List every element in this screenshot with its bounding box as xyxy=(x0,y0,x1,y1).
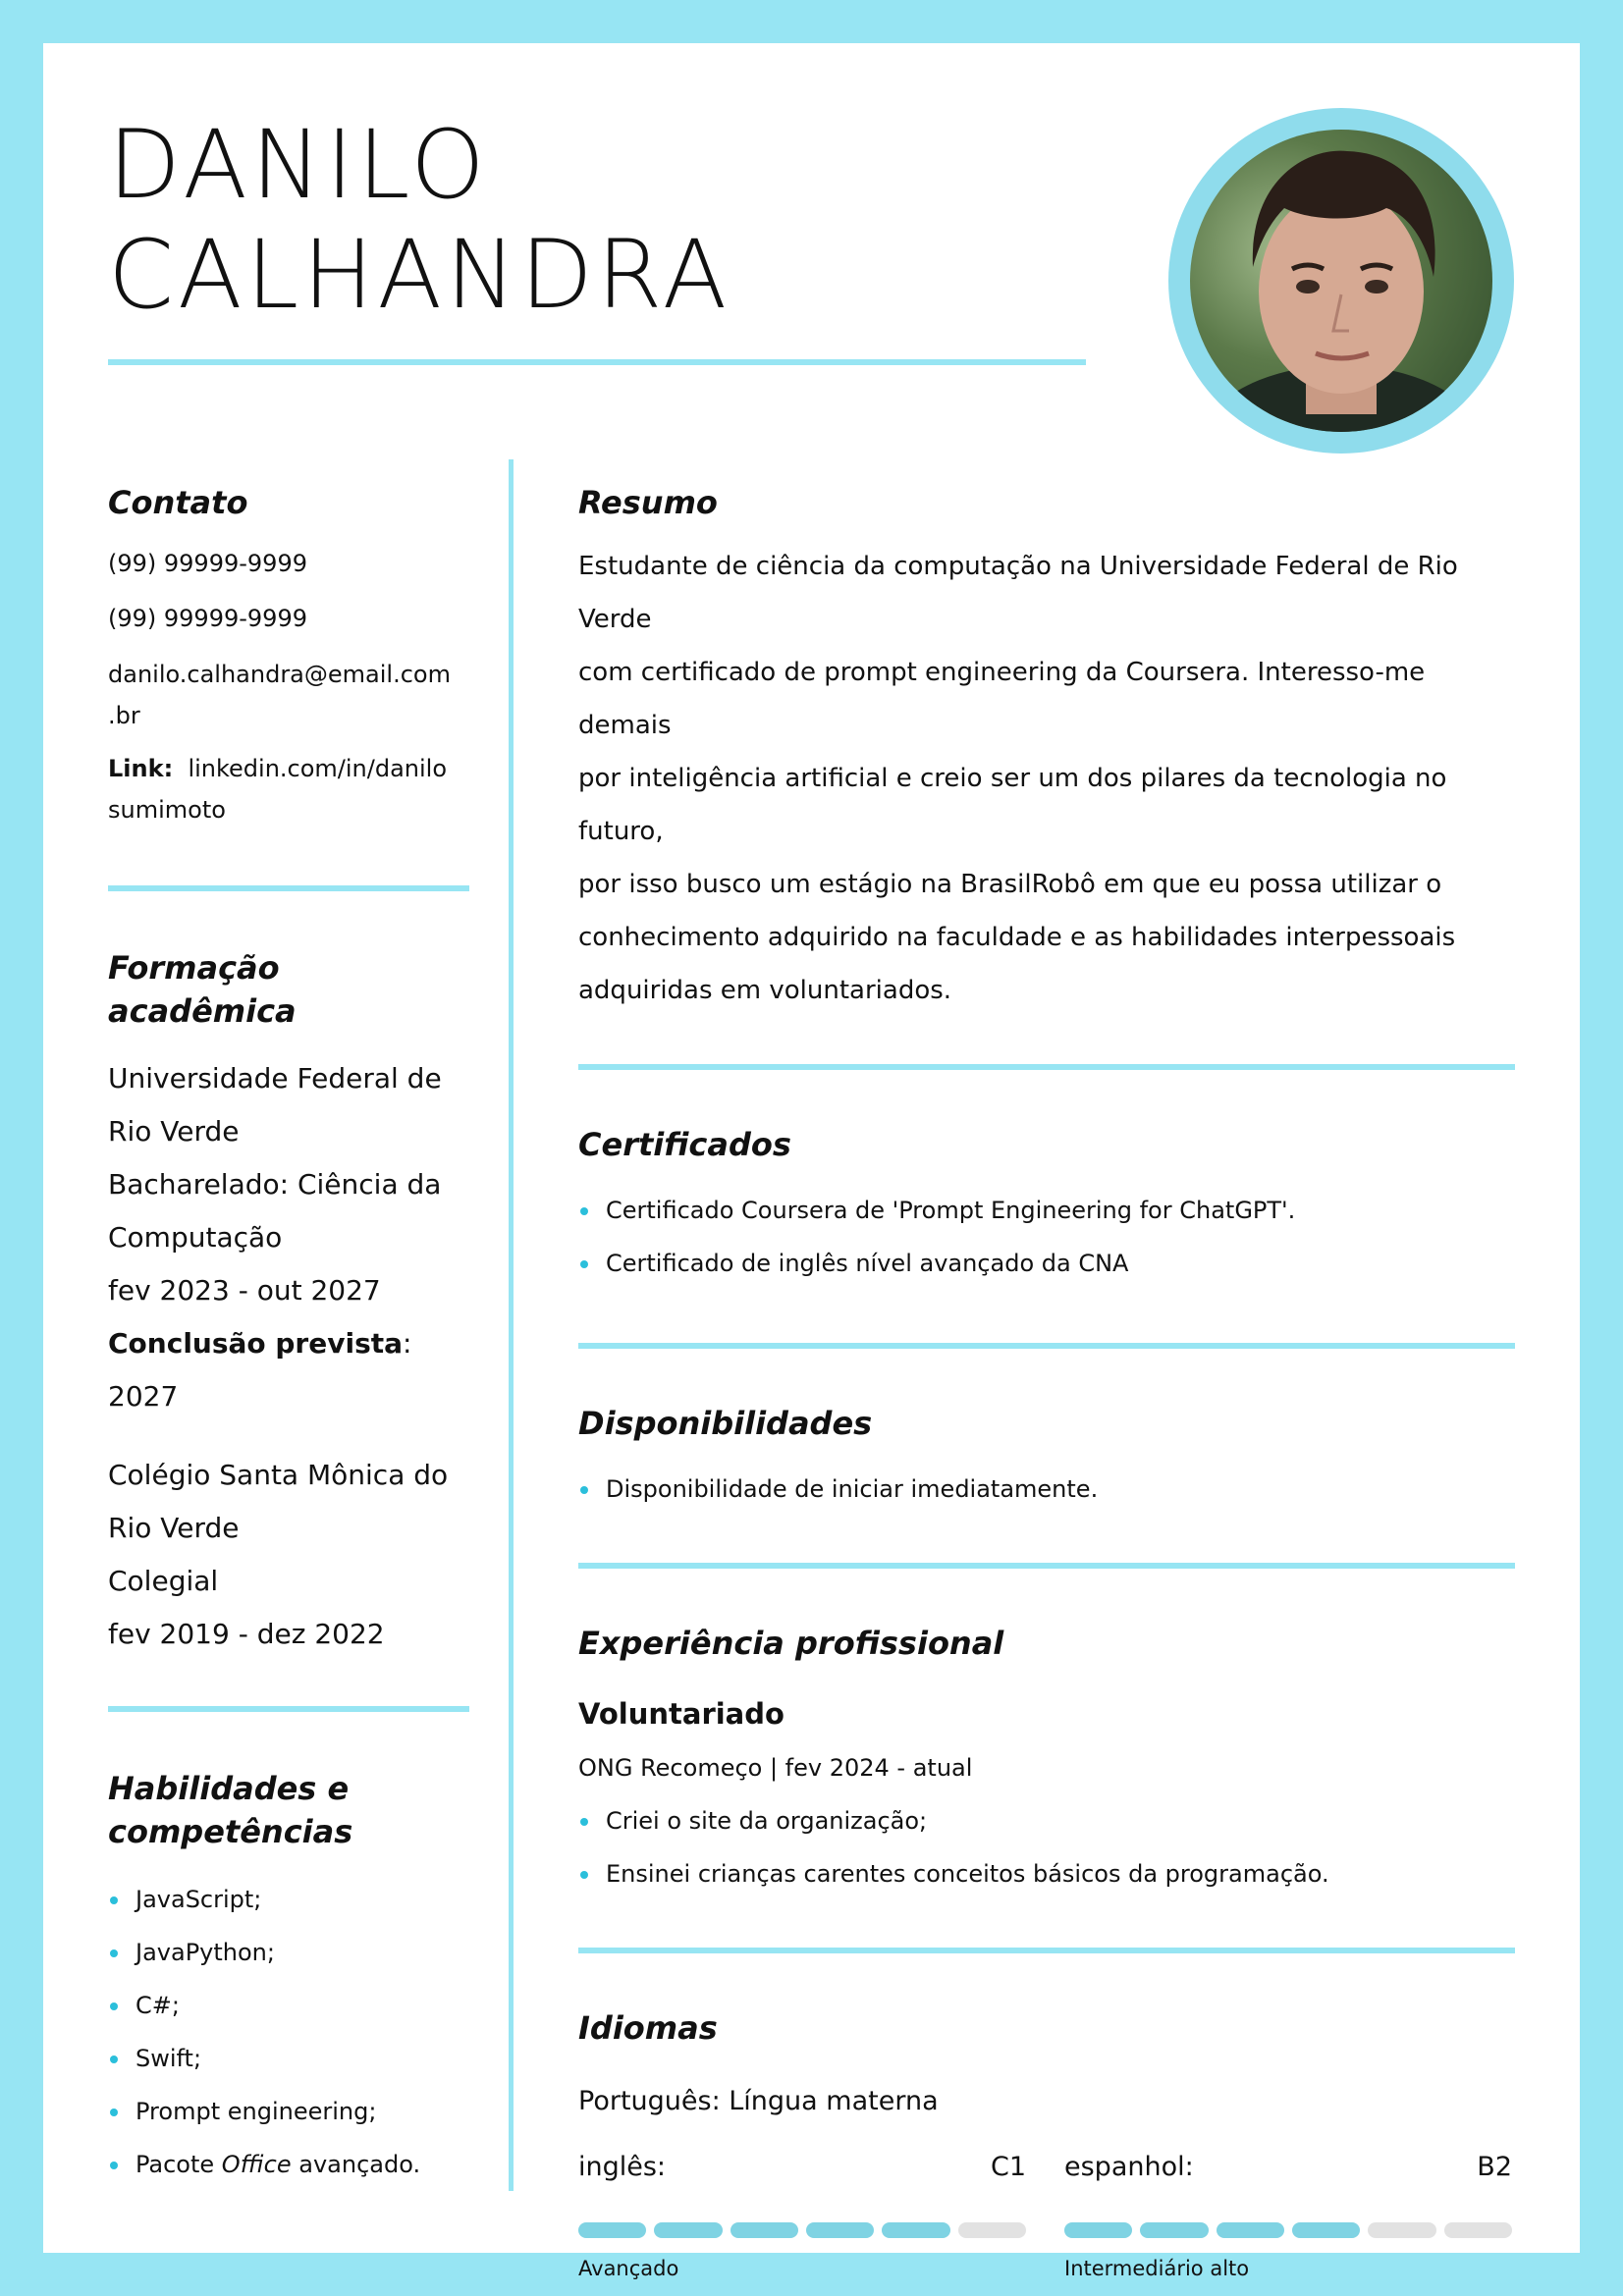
list-item: C#; xyxy=(108,1979,469,2032)
experience-org-period: ONG Recomeço | fev 2024 - atual xyxy=(578,1754,973,1782)
link-line-1: linkedin.com/in/danilo xyxy=(188,755,448,782)
proficiency-segment xyxy=(654,2222,722,2238)
summary-line: com certificado de prompt engineering da Coursera. Interesso-me demais xyxy=(578,658,1426,740)
language-english-name: inglês: xyxy=(578,2152,667,2182)
summary-line: por isso busco um estágio na BrasilRobô em que eu possa utilizar o xyxy=(578,870,1442,899)
summary-text xyxy=(578,540,1515,1017)
university-name-1: Universidade Federal de xyxy=(108,1062,442,1095)
skill-text: Pacote xyxy=(135,2151,222,2178)
education-university xyxy=(108,1052,469,1423)
left-divider-2 xyxy=(108,1706,469,1712)
profile-photo-image xyxy=(1190,130,1492,432)
proficiency-segment xyxy=(730,2222,798,2238)
list-item: Certificado Coursera de 'Prompt Engineering for ChatGPT'. xyxy=(578,1184,1515,1237)
certificates-section xyxy=(578,1123,1515,1290)
certificates-title: Certificados xyxy=(578,1126,791,1163)
school-name-2: Rio Verde xyxy=(108,1512,240,1544)
language-english-grade: C1 xyxy=(990,2152,1026,2182)
contact-link[interactable] xyxy=(108,748,469,830)
skills-title-line-2: competências xyxy=(108,1813,353,1850)
right-divider-3 xyxy=(578,1563,1515,1569)
skills-title-line-1: Habilidades e xyxy=(108,1770,350,1807)
right-column xyxy=(578,459,1515,2295)
school-period: fev 2019 - dez 2022 xyxy=(108,1618,385,1650)
candidate-name xyxy=(108,110,730,330)
school-level: Colegial xyxy=(108,1565,219,1597)
list-item: Certificado de inglês nível avançado da CNA xyxy=(578,1237,1515,1290)
list-item: Disponibilidade de iniciar imediatamente. xyxy=(578,1463,1515,1516)
school-name-1: Colégio Santa Mônica do xyxy=(108,1459,449,1491)
language-spanish-head xyxy=(1064,2148,1512,2187)
skill-text: avançado. xyxy=(291,2151,421,2178)
language-english-level: Avançado xyxy=(578,2257,679,2280)
proficiency-segment xyxy=(1292,2222,1360,2238)
skills-title xyxy=(108,1767,469,1853)
language-spanish-bars xyxy=(1064,2222,1512,2238)
experience-section xyxy=(578,1622,1515,1900)
experience-role: Voluntariado xyxy=(578,1697,784,1731)
conclusion-value: : 2027 xyxy=(108,1327,412,1413)
languages-title: Idiomas xyxy=(578,2009,718,2047)
proficiency-segment xyxy=(1368,2222,1435,2238)
education-title-line-1: Formação xyxy=(108,949,280,987)
list-item: Criei o site da organização; xyxy=(578,1794,1515,1847)
education-title xyxy=(108,946,469,1033)
summary-line: conhecimento adquirido na faculdade e as habilidades interpessoais xyxy=(578,923,1456,952)
right-divider-4 xyxy=(578,1948,1515,1953)
proficiency-segment xyxy=(958,2222,1026,2238)
certificates-list xyxy=(578,1184,1515,1290)
summary-section xyxy=(578,481,1515,1017)
proficiency-segment xyxy=(1217,2222,1284,2238)
portrait-icon xyxy=(1190,130,1492,432)
availability-title: Disponibilidades xyxy=(578,1405,873,1442)
first-name: DANILO xyxy=(108,110,489,220)
list-item xyxy=(108,2138,469,2191)
summary-line: Estudante de ciência da computação na Universidade Federal de Rio Verde xyxy=(578,552,1458,634)
availability-list xyxy=(578,1463,1515,1516)
left-column xyxy=(108,459,469,2191)
conclusion-label: Conclusão prevista xyxy=(108,1327,404,1360)
language-spanish-name: espanhol: xyxy=(1064,2152,1194,2182)
proficiency-segment xyxy=(806,2222,874,2238)
list-item: Prompt engineering; xyxy=(108,2085,469,2138)
list-item: JavaScript; xyxy=(108,1873,469,1926)
language-english xyxy=(578,2148,1026,2283)
right-divider-2 xyxy=(578,1343,1515,1349)
experience-list xyxy=(578,1794,1515,1900)
languages-grid xyxy=(578,2148,1515,2295)
proficiency-segment xyxy=(882,2222,949,2238)
summary-title: Resumo xyxy=(578,484,718,521)
last-name: CALHANDRA xyxy=(108,220,731,330)
list-item: Ensinei crianças carentes conceitos básicos da programação. xyxy=(578,1847,1515,1900)
language-spanish xyxy=(1064,2148,1512,2283)
email-line-1: danilo.calhandra@email.com xyxy=(108,661,451,688)
degree-line-1: Bacharelado: Ciência da xyxy=(108,1168,442,1201)
link-label: Link: xyxy=(108,755,174,782)
column-divider xyxy=(509,459,514,2191)
link-line-2: sumimoto xyxy=(108,796,226,824)
conclusion xyxy=(108,1317,469,1423)
contact-phone-1: (99) 99999-9999 xyxy=(108,550,307,577)
right-divider-1 xyxy=(578,1064,1515,1070)
resume-page xyxy=(43,43,1580,2280)
language-english-bars xyxy=(578,2222,1026,2238)
contact-email[interactable] xyxy=(108,654,469,736)
education-title-line-2: acadêmica xyxy=(108,992,297,1030)
skills-list xyxy=(108,1873,469,2191)
name-underline xyxy=(108,359,1086,365)
language-spanish-level: Intermediário alto xyxy=(1064,2257,1250,2280)
education-section xyxy=(108,946,469,1661)
contact-section xyxy=(108,481,469,830)
proficiency-segment xyxy=(578,2222,646,2238)
proficiency-segment xyxy=(1064,2222,1132,2238)
contact-phone-2: (99) 99999-9999 xyxy=(108,605,307,632)
native-language: Português: Língua materna xyxy=(578,2086,939,2116)
degree-line-2: Computação xyxy=(108,1221,283,1254)
skill-emphasis: Office xyxy=(221,2151,292,2178)
skills-section xyxy=(108,1767,469,2191)
university-period: fev 2023 - out 2027 xyxy=(108,1274,381,1307)
language-english-head xyxy=(578,2148,1026,2187)
summary-line: adquiridas em voluntariados. xyxy=(578,976,952,1005)
list-item: JavaPython; xyxy=(108,1926,469,1979)
availability-section xyxy=(578,1402,1515,1516)
contact-title: Contato xyxy=(108,484,248,521)
education-school xyxy=(108,1449,469,1661)
list-item: Swift; xyxy=(108,2032,469,2085)
profile-photo xyxy=(1168,108,1514,454)
summary-line: por inteligência artificial e creio ser um dos pilares da tecnologia no futuro, xyxy=(578,764,1447,846)
left-divider-1 xyxy=(108,885,469,891)
email-line-2: .br xyxy=(108,702,140,729)
languages-section xyxy=(578,2006,1515,2295)
proficiency-segment xyxy=(1444,2222,1512,2238)
proficiency-segment xyxy=(1140,2222,1208,2238)
experience-title: Experiência profissional xyxy=(578,1625,1004,1662)
university-name-2: Rio Verde xyxy=(108,1115,240,1148)
language-spanish-grade: B2 xyxy=(1477,2152,1512,2182)
